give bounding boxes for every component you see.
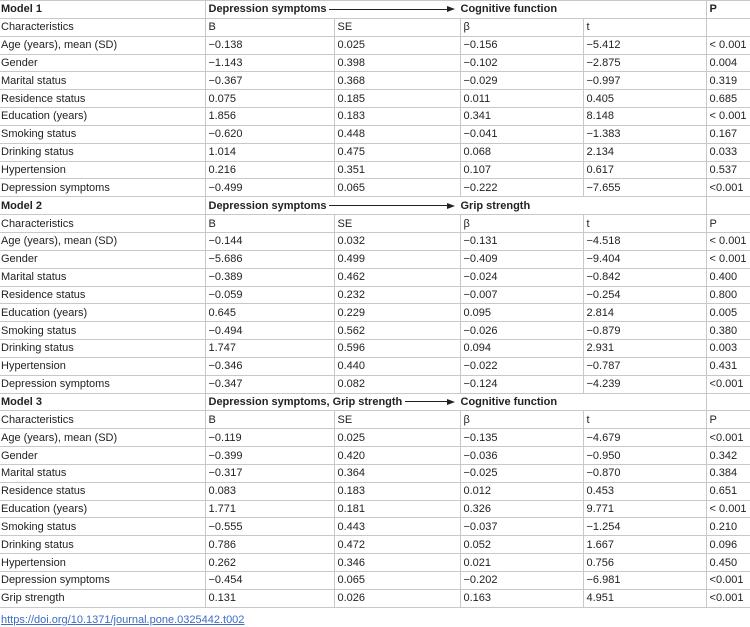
cell-value: −2.875 bbox=[583, 54, 706, 72]
cell-value: −0.222 bbox=[460, 179, 583, 197]
cell-value: 0.617 bbox=[583, 161, 706, 179]
table-row bbox=[0, 161, 750, 179]
cell-value: 0.405 bbox=[583, 90, 706, 108]
table-row bbox=[0, 232, 750, 250]
cell-value: <0.001 bbox=[706, 589, 750, 607]
model-label: Model 2 bbox=[0, 197, 205, 215]
column-header: P bbox=[706, 411, 750, 429]
cell-value: 0.596 bbox=[334, 340, 460, 358]
cell-value: 0.800 bbox=[706, 286, 750, 304]
cell-value: −0.317 bbox=[205, 464, 334, 482]
cell-value: −0.399 bbox=[205, 447, 334, 465]
table-row bbox=[0, 90, 750, 108]
cell-value: 0.065 bbox=[334, 572, 460, 590]
arrow-right-icon bbox=[447, 6, 455, 12]
row-label: Smoking status bbox=[0, 125, 205, 143]
cell-value: 0.131 bbox=[205, 589, 334, 607]
cell-value: 1.667 bbox=[583, 536, 706, 554]
cell-value: −7.655 bbox=[583, 179, 706, 197]
table-row bbox=[0, 429, 750, 447]
cell-value: −0.131 bbox=[460, 232, 583, 250]
cell-value: −5.686 bbox=[205, 250, 334, 268]
cell-value: 1.856 bbox=[205, 108, 334, 126]
cell-value: −0.138 bbox=[205, 36, 334, 54]
column-header: SE bbox=[334, 411, 460, 429]
row-label: Smoking status bbox=[0, 518, 205, 536]
doi-link[interactable]: https://doi.org/10.1371/journal.pone.0325442.t002 bbox=[1, 614, 245, 626]
model-header-row bbox=[0, 197, 750, 215]
arrow-right-icon bbox=[447, 203, 455, 209]
cell-value: 0.651 bbox=[706, 482, 750, 500]
arrow-right-icon bbox=[447, 399, 455, 405]
cell-value: 0.368 bbox=[334, 72, 460, 90]
column-header: t bbox=[583, 411, 706, 429]
column-header: Characteristics bbox=[0, 411, 205, 429]
cell-value: 0.756 bbox=[583, 554, 706, 572]
cell-value: 0.786 bbox=[205, 536, 334, 554]
cell-value: <0.001 bbox=[706, 429, 750, 447]
model-label: Model 1 bbox=[0, 1, 205, 19]
cell-value: 1.747 bbox=[205, 340, 334, 358]
cell-value: −1.254 bbox=[583, 518, 706, 536]
cell-value: 0.052 bbox=[460, 536, 583, 554]
path-source: Depression symptoms bbox=[208, 3, 327, 16]
row-label: Residence status bbox=[0, 90, 205, 108]
cell-value: 0.229 bbox=[334, 304, 460, 322]
cell-value: 0.094 bbox=[460, 340, 583, 358]
row-label: Marital status bbox=[0, 268, 205, 286]
cell-value: −0.870 bbox=[583, 464, 706, 482]
cell-value: −0.499 bbox=[205, 179, 334, 197]
header-p bbox=[706, 197, 750, 215]
cell-value: 0.216 bbox=[205, 161, 334, 179]
cell-value: 0.026 bbox=[334, 589, 460, 607]
cell-value: 0.400 bbox=[706, 268, 750, 286]
column-header: t bbox=[583, 215, 706, 233]
cell-value: 0.065 bbox=[334, 179, 460, 197]
column-header-row bbox=[0, 411, 750, 429]
column-header: B bbox=[205, 411, 334, 429]
cell-value: −0.059 bbox=[205, 286, 334, 304]
row-label: Marital status bbox=[0, 72, 205, 90]
cell-value: −4.679 bbox=[583, 429, 706, 447]
cell-value: −0.347 bbox=[205, 375, 334, 393]
cell-value: 0.499 bbox=[334, 250, 460, 268]
cell-value: 0.462 bbox=[334, 268, 460, 286]
header-p bbox=[706, 393, 750, 411]
row-label: Education (years) bbox=[0, 500, 205, 518]
row-label: Grip strength bbox=[0, 589, 205, 607]
cell-value: 4.951 bbox=[583, 589, 706, 607]
cell-value: 0.450 bbox=[706, 554, 750, 572]
cell-value: −6.981 bbox=[583, 572, 706, 590]
cell-value: 0.005 bbox=[706, 304, 750, 322]
cell-value: < 0.001 bbox=[706, 250, 750, 268]
row-label: Drinking status bbox=[0, 340, 205, 358]
cell-value: 8.148 bbox=[583, 108, 706, 126]
row-label: Age (years), mean (SD) bbox=[0, 36, 205, 54]
table-row bbox=[0, 500, 750, 518]
cell-value: −0.025 bbox=[460, 464, 583, 482]
cell-value: 0.341 bbox=[460, 108, 583, 126]
cell-value: −0.036 bbox=[460, 447, 583, 465]
cell-value: 0.342 bbox=[706, 447, 750, 465]
column-header: β bbox=[460, 411, 583, 429]
cell-value: 0.021 bbox=[460, 554, 583, 572]
column-header: Characteristics bbox=[0, 215, 205, 233]
cell-value: < 0.001 bbox=[706, 232, 750, 250]
cell-value: −0.409 bbox=[460, 250, 583, 268]
cell-value: 0.319 bbox=[706, 72, 750, 90]
cell-value: <0.001 bbox=[706, 572, 750, 590]
arrow-line bbox=[405, 401, 446, 402]
cell-value: 0.380 bbox=[706, 322, 750, 340]
cell-value: 0.163 bbox=[460, 589, 583, 607]
column-header: P bbox=[706, 215, 750, 233]
table-row bbox=[0, 125, 750, 143]
column-header: B bbox=[205, 18, 334, 36]
cell-value: −0.037 bbox=[460, 518, 583, 536]
cell-value: −0.367 bbox=[205, 72, 334, 90]
cell-value: −1.143 bbox=[205, 54, 334, 72]
column-header-row bbox=[0, 18, 750, 36]
cell-value: −0.102 bbox=[460, 54, 583, 72]
row-label: Marital status bbox=[0, 464, 205, 482]
row-label: Depression symptoms bbox=[0, 375, 205, 393]
cell-value: −9.404 bbox=[583, 250, 706, 268]
row-label: Gender bbox=[0, 447, 205, 465]
table-row bbox=[0, 286, 750, 304]
cell-value: 0.011 bbox=[460, 90, 583, 108]
cell-value: −0.024 bbox=[460, 268, 583, 286]
cell-value: −0.144 bbox=[205, 232, 334, 250]
cell-value: −0.026 bbox=[460, 322, 583, 340]
cell-value: 0.083 bbox=[205, 482, 334, 500]
cell-value: < 0.001 bbox=[706, 108, 750, 126]
cell-value: −0.494 bbox=[205, 322, 334, 340]
table-row bbox=[0, 322, 750, 340]
cell-value: 0.003 bbox=[706, 340, 750, 358]
cell-value: 0.082 bbox=[334, 375, 460, 393]
table-row bbox=[0, 143, 750, 161]
path-source: Depression symptoms bbox=[208, 199, 327, 212]
cell-value: −0.135 bbox=[460, 429, 583, 447]
cell-value: −0.119 bbox=[205, 429, 334, 447]
column-header: B bbox=[205, 215, 334, 233]
cell-value: 2.134 bbox=[583, 143, 706, 161]
cell-value: −0.454 bbox=[205, 572, 334, 590]
path-source: Depression symptoms, Grip strength bbox=[208, 395, 403, 408]
cell-value: −0.555 bbox=[205, 518, 334, 536]
cell-value: −0.346 bbox=[205, 357, 334, 375]
cell-value: 0.183 bbox=[334, 108, 460, 126]
column-header: t bbox=[583, 18, 706, 36]
cell-value: 0.095 bbox=[460, 304, 583, 322]
cell-value: 0.685 bbox=[706, 90, 750, 108]
cell-value: −0.997 bbox=[583, 72, 706, 90]
row-label: Drinking status bbox=[0, 536, 205, 554]
table-row bbox=[0, 357, 750, 375]
row-label: Hypertension bbox=[0, 554, 205, 572]
model-header-row bbox=[0, 1, 750, 19]
cell-value: 0.075 bbox=[205, 90, 334, 108]
cell-value: 2.814 bbox=[583, 304, 706, 322]
column-header: β bbox=[460, 18, 583, 36]
cell-value: <0.001 bbox=[706, 179, 750, 197]
row-label: Age (years), mean (SD) bbox=[0, 429, 205, 447]
row-label: Drinking status bbox=[0, 143, 205, 161]
cell-value: < 0.001 bbox=[706, 36, 750, 54]
path-target: Cognitive function bbox=[460, 395, 558, 408]
cell-value: < 0.001 bbox=[706, 500, 750, 518]
column-header bbox=[706, 18, 750, 36]
table-row bbox=[0, 447, 750, 465]
cell-value: 0.232 bbox=[334, 286, 460, 304]
column-header: β bbox=[460, 215, 583, 233]
cell-value: 0.645 bbox=[205, 304, 334, 322]
cell-value: 0.537 bbox=[706, 161, 750, 179]
cell-value: 0.346 bbox=[334, 554, 460, 572]
cell-value: <0.001 bbox=[706, 375, 750, 393]
cell-value: 0.025 bbox=[334, 36, 460, 54]
cell-value: 0.453 bbox=[583, 482, 706, 500]
row-label: Gender bbox=[0, 54, 205, 72]
table-row bbox=[0, 536, 750, 554]
cell-value: 0.472 bbox=[334, 536, 460, 554]
row-label: Hypertension bbox=[0, 161, 205, 179]
model-label: Model 3 bbox=[0, 393, 205, 411]
table-row bbox=[0, 36, 750, 54]
cell-value: −0.022 bbox=[460, 357, 583, 375]
model-header-row bbox=[0, 393, 750, 411]
cell-value: 0.033 bbox=[706, 143, 750, 161]
cell-value: 0.068 bbox=[460, 143, 583, 161]
cell-value: 0.398 bbox=[334, 54, 460, 72]
cell-value: −0.202 bbox=[460, 572, 583, 590]
cell-value: 0.364 bbox=[334, 464, 460, 482]
model-path bbox=[205, 1, 706, 19]
cell-value: 0.262 bbox=[205, 554, 334, 572]
cell-value: −5.412 bbox=[583, 36, 706, 54]
cell-value: 0.012 bbox=[460, 482, 583, 500]
cell-value: 0.326 bbox=[460, 500, 583, 518]
cell-value: 0.032 bbox=[334, 232, 460, 250]
table-row bbox=[0, 554, 750, 572]
path-target: Grip strength bbox=[460, 199, 531, 212]
cell-value: −4.239 bbox=[583, 375, 706, 393]
row-label: Education (years) bbox=[0, 304, 205, 322]
cell-value: 9.771 bbox=[583, 500, 706, 518]
header-p: P bbox=[706, 1, 750, 19]
row-label: Residence status bbox=[0, 286, 205, 304]
arrow-line bbox=[329, 9, 446, 10]
cell-value: 0.443 bbox=[334, 518, 460, 536]
cell-value: 0.431 bbox=[706, 357, 750, 375]
cell-value: 0.448 bbox=[334, 125, 460, 143]
table-row bbox=[0, 375, 750, 393]
path-target: Cognitive function bbox=[460, 3, 558, 16]
row-label: Hypertension bbox=[0, 357, 205, 375]
cell-value: −0.041 bbox=[460, 125, 583, 143]
table-row bbox=[0, 464, 750, 482]
cell-value: −4.518 bbox=[583, 232, 706, 250]
cell-value: 0.004 bbox=[706, 54, 750, 72]
table-row bbox=[0, 179, 750, 197]
cell-value: 0.096 bbox=[706, 536, 750, 554]
cell-value: −0.124 bbox=[460, 375, 583, 393]
cell-value: −0.029 bbox=[460, 72, 583, 90]
table-row bbox=[0, 340, 750, 358]
cell-value: 0.183 bbox=[334, 482, 460, 500]
cell-value: −0.787 bbox=[583, 357, 706, 375]
table-row bbox=[0, 268, 750, 286]
column-header: Characteristics bbox=[0, 18, 205, 36]
table-row bbox=[0, 54, 750, 72]
row-label: Age (years), mean (SD) bbox=[0, 232, 205, 250]
cell-value: 0.384 bbox=[706, 464, 750, 482]
cell-value: −0.007 bbox=[460, 286, 583, 304]
cell-value: 0.185 bbox=[334, 90, 460, 108]
table-row bbox=[0, 304, 750, 322]
cell-value: 1.014 bbox=[205, 143, 334, 161]
cell-value: −0.620 bbox=[205, 125, 334, 143]
model-path bbox=[205, 393, 706, 411]
table-row bbox=[0, 518, 750, 536]
table-row bbox=[0, 250, 750, 268]
table-row bbox=[0, 572, 750, 590]
cell-value: −0.879 bbox=[583, 322, 706, 340]
row-label: Education (years) bbox=[0, 108, 205, 126]
cell-value: 0.025 bbox=[334, 429, 460, 447]
row-label: Smoking status bbox=[0, 322, 205, 340]
cell-value: 0.210 bbox=[706, 518, 750, 536]
cell-value: −0.254 bbox=[583, 286, 706, 304]
cell-value: −0.842 bbox=[583, 268, 706, 286]
cell-value: 0.167 bbox=[706, 125, 750, 143]
cell-value: 0.562 bbox=[334, 322, 460, 340]
cell-value: 0.351 bbox=[334, 161, 460, 179]
cell-value: 0.181 bbox=[334, 500, 460, 518]
cell-value: 0.420 bbox=[334, 447, 460, 465]
row-label: Residence status bbox=[0, 482, 205, 500]
row-label: Gender bbox=[0, 250, 205, 268]
cell-value: 2.931 bbox=[583, 340, 706, 358]
row-label: Depression symptoms bbox=[0, 572, 205, 590]
table-row bbox=[0, 72, 750, 90]
table-row bbox=[0, 108, 750, 126]
cell-value: −1.383 bbox=[583, 125, 706, 143]
cell-value: −0.389 bbox=[205, 268, 334, 286]
column-header: SE bbox=[334, 18, 460, 36]
arrow-line bbox=[329, 205, 446, 206]
table-row bbox=[0, 589, 750, 607]
cell-value: 0.440 bbox=[334, 357, 460, 375]
table-row bbox=[0, 482, 750, 500]
row-label: Depression symptoms bbox=[0, 179, 205, 197]
cell-value: −0.950 bbox=[583, 447, 706, 465]
column-header-row bbox=[0, 215, 750, 233]
cell-value: 0.107 bbox=[460, 161, 583, 179]
cell-value: −0.156 bbox=[460, 36, 583, 54]
column-header: SE bbox=[334, 215, 460, 233]
cell-value: 1.771 bbox=[205, 500, 334, 518]
cell-value: 0.475 bbox=[334, 143, 460, 161]
model-path bbox=[205, 197, 706, 215]
